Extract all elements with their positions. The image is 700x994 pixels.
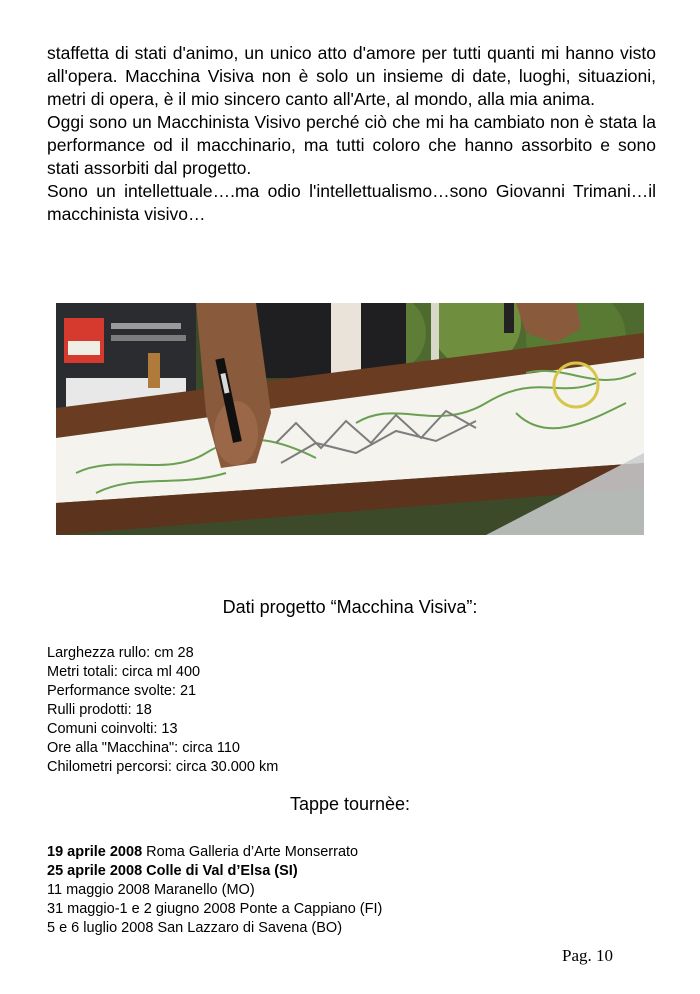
performance-photo-drawing [56, 303, 644, 535]
project-data-title: Dati progetto “Macchina Visiva”: [222, 597, 478, 617]
tour-stop [47, 900, 382, 919]
tour-list [47, 843, 382, 938]
project-data-list [47, 644, 278, 777]
project-data-item: Metri totali: circa ml 400 [47, 664, 201, 680]
intro-paragraph: Oggi sono un Macchinista Visivo perché ciò che mi ha cambiato non è stata la performance od il macchinario, ma tutti coloro che hanno assorbito e sono stati assorbiti dal progetto. [47, 112, 656, 178]
tour-title: Tappe tournèe: [289, 794, 411, 814]
tour-stop [47, 843, 382, 862]
project-data-item: Performance svolte: 21 [47, 683, 197, 699]
page-number: Pag. 10 [562, 946, 613, 965]
project-data-item: Chilometri percorsi: circa 30.000 km [47, 759, 279, 775]
tour-stop-place: Roma Galleria d’Arte Monserrato [142, 844, 359, 860]
tour-stop [47, 881, 382, 900]
intro-paragraph: staffetta di stati d'animo, un unico atto d'amore per tutti quanti mi hanno visto all'opera. Macchina Visiva non è solo un insieme di date, luoghi, situazioni, metri di opera, è il mio sincero canto all'Arte, al mondo, alla mia anima. [47, 43, 656, 109]
project-data-item: Ore alla "Macchina": circa 110 [47, 740, 240, 756]
project-data-item: Rulli prodotti: 18 [47, 702, 152, 718]
tour-stop [47, 919, 382, 938]
intro-text [47, 42, 656, 226]
project-data-item: Comuni coinvolti: 13 [47, 721, 178, 737]
tour-stop-place: 31 maggio-1 e 2 giugno 2008 Ponte a Cappiano (FI) [47, 901, 383, 917]
tour-stop [47, 862, 382, 881]
intro-paragraph: Sono un intellettuale….ma odio l'intellettualismo…sono Giovanni Trimani…il macchinista visivo… [47, 181, 656, 224]
tour-stop-date: 25 aprile 2008 Colle di Val d’Elsa (SI) [47, 863, 298, 879]
tour-stop-place: 11 maggio 2008 Maranello (MO) [47, 882, 255, 898]
tour-stop-place: 5 e 6 luglio 2008 San Lazzaro di Savena (BO) [47, 920, 343, 936]
project-data-item: Larghezza rullo: cm 28 [47, 645, 194, 661]
tour-stop-date: 19 aprile 2008 [47, 844, 143, 860]
performance-photo [56, 303, 644, 535]
